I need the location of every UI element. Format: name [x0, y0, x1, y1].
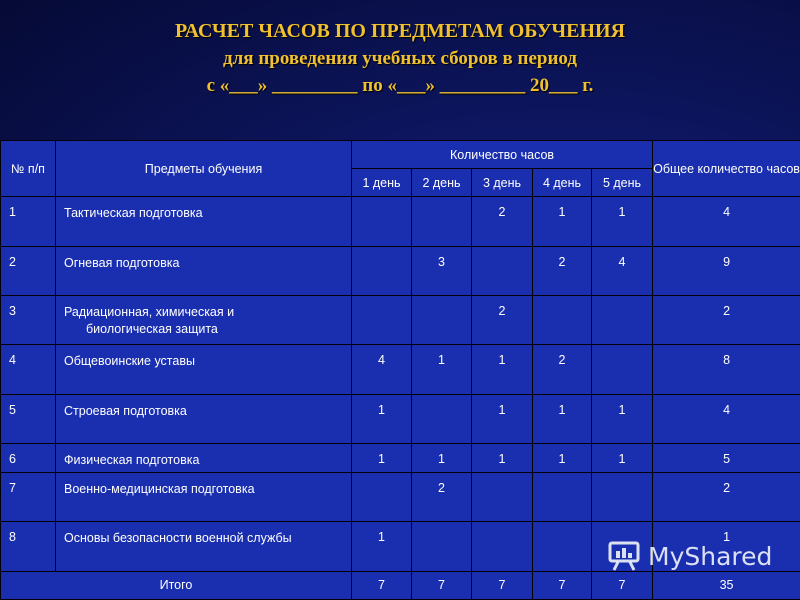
row-subject-line1: Огневая подготовка	[64, 255, 180, 270]
row-subject-line1: Физическая подготовка	[64, 452, 200, 467]
row-total-hours: 1	[653, 522, 800, 571]
row-day-1-hours	[352, 246, 412, 295]
watermark-logo	[608, 536, 788, 576]
summary-day-2: 7	[412, 571, 472, 599]
row-total-hours: 2	[653, 473, 800, 522]
summary-total: 35	[653, 571, 800, 599]
summary-day-3: 7	[472, 571, 533, 599]
table-row	[1, 295, 800, 344]
row-day-2-hours	[412, 394, 472, 443]
summary-day-5: 7	[592, 571, 653, 599]
summary-label: Итого	[1, 571, 352, 599]
row-day-1-hours	[352, 295, 412, 344]
row-number: 4	[1, 345, 56, 394]
row-subject	[56, 295, 352, 344]
header-day-5: 5 день	[592, 169, 653, 197]
row-day-5-hours	[592, 295, 653, 344]
row-subject-line2: биологическая защита	[86, 321, 218, 336]
row-day-3-hours	[472, 473, 533, 522]
row-day-4-hours	[533, 522, 592, 571]
row-subject	[56, 443, 352, 472]
row-subject	[56, 246, 352, 295]
table-row	[1, 473, 800, 522]
row-day-3-hours: 2	[472, 295, 533, 344]
row-number: 1	[1, 197, 56, 246]
row-total-hours: 4	[653, 394, 800, 443]
row-day-4-hours	[533, 473, 592, 522]
row-day-5-hours: 1	[592, 443, 653, 472]
row-day-3-hours: 1	[472, 443, 533, 472]
table-row	[1, 394, 800, 443]
row-subject-line1: Радиационная, химическая и	[64, 304, 235, 319]
row-number: 3	[1, 295, 56, 344]
row-day-1-hours	[352, 473, 412, 522]
row-day-5-hours: 4	[592, 246, 653, 295]
row-number: 7	[1, 473, 56, 522]
row-day-3-hours: 2	[472, 197, 533, 246]
header-total: Общее количество часов	[653, 141, 800, 197]
row-subject-line1: Основы безопасности военной службы	[64, 531, 292, 546]
row-total-hours: 4	[653, 197, 800, 246]
row-total-hours: 2	[653, 295, 800, 344]
table-row	[1, 345, 800, 394]
title-main: РАСЧЕТ ЧАСОВ ПО ПРЕДМЕТАМ ОБУЧЕНИЯ	[174, 20, 626, 42]
row-day-1-hours: 1	[352, 443, 412, 472]
header-day-2: 2 день	[412, 169, 472, 197]
row-day-2-hours: 2	[412, 473, 472, 522]
row-number: 5	[1, 394, 56, 443]
title-block	[0, 18, 800, 99]
row-day-4-hours	[533, 295, 592, 344]
row-day-1-hours: 1	[352, 522, 412, 571]
row-total-hours: 8	[653, 345, 800, 394]
title-period: с «___» _________ по «___» _________ 20___ г.	[206, 75, 594, 96]
row-number: 2	[1, 246, 56, 295]
summary-day-1: 7	[352, 571, 412, 599]
row-subject-line1: Общевоинские уставы	[64, 354, 195, 369]
header-num: № п/п	[1, 141, 56, 197]
row-day-2-hours	[412, 522, 472, 571]
summary-day-4: 7	[533, 571, 592, 599]
row-subject-line1: Военно-медицинская подготовка	[64, 482, 255, 497]
row-subject	[56, 522, 352, 571]
row-day-4-hours: 1	[533, 394, 592, 443]
row-subject-line1: Тактическая подготовка	[64, 206, 203, 221]
row-day-5-hours	[592, 345, 653, 394]
row-day-1-hours: 1	[352, 394, 412, 443]
row-day-3-hours	[472, 522, 533, 571]
row-day-4-hours: 1	[533, 197, 592, 246]
row-total-hours: 9	[653, 246, 800, 295]
row-day-2-hours: 1	[412, 345, 472, 394]
row-day-2-hours: 3	[412, 246, 472, 295]
row-day-5-hours	[592, 473, 653, 522]
row-day-5-hours: 1	[592, 394, 653, 443]
row-day-5-hours: 1	[592, 197, 653, 246]
row-day-2-hours	[412, 197, 472, 246]
row-subject	[56, 473, 352, 522]
watermark-text: MyShared	[648, 541, 773, 571]
table-row	[1, 443, 800, 472]
row-subject	[56, 197, 352, 246]
row-number: 6	[1, 443, 56, 472]
header-subject: Предметы обучения	[56, 141, 352, 197]
row-subject	[56, 394, 352, 443]
row-total-hours: 5	[653, 443, 800, 472]
row-subject	[56, 345, 352, 394]
header-hours: Количество часов	[352, 141, 653, 169]
row-subject-line1: Строевая подготовка	[64, 403, 187, 418]
row-day-1-hours: 4	[352, 345, 412, 394]
header-day-3: 3 день	[472, 169, 533, 197]
row-day-4-hours: 2	[533, 246, 592, 295]
row-day-4-hours: 2	[533, 345, 592, 394]
table-row	[1, 197, 800, 246]
title-subtitle: для проведения учебных сборов в период	[223, 48, 577, 69]
row-day-3-hours	[472, 246, 533, 295]
row-day-2-hours	[412, 295, 472, 344]
table-row	[1, 246, 800, 295]
hours-table	[0, 140, 800, 600]
row-number: 8	[1, 522, 56, 571]
presentation-icon	[608, 540, 642, 572]
row-day-3-hours: 1	[472, 345, 533, 394]
row-day-2-hours: 1	[412, 443, 472, 472]
row-day-3-hours: 1	[472, 394, 533, 443]
row-day-4-hours: 1	[533, 443, 592, 472]
row-day-1-hours	[352, 197, 412, 246]
header-day-1: 1 день	[352, 169, 412, 197]
header-day-4: 4 день	[533, 169, 592, 197]
